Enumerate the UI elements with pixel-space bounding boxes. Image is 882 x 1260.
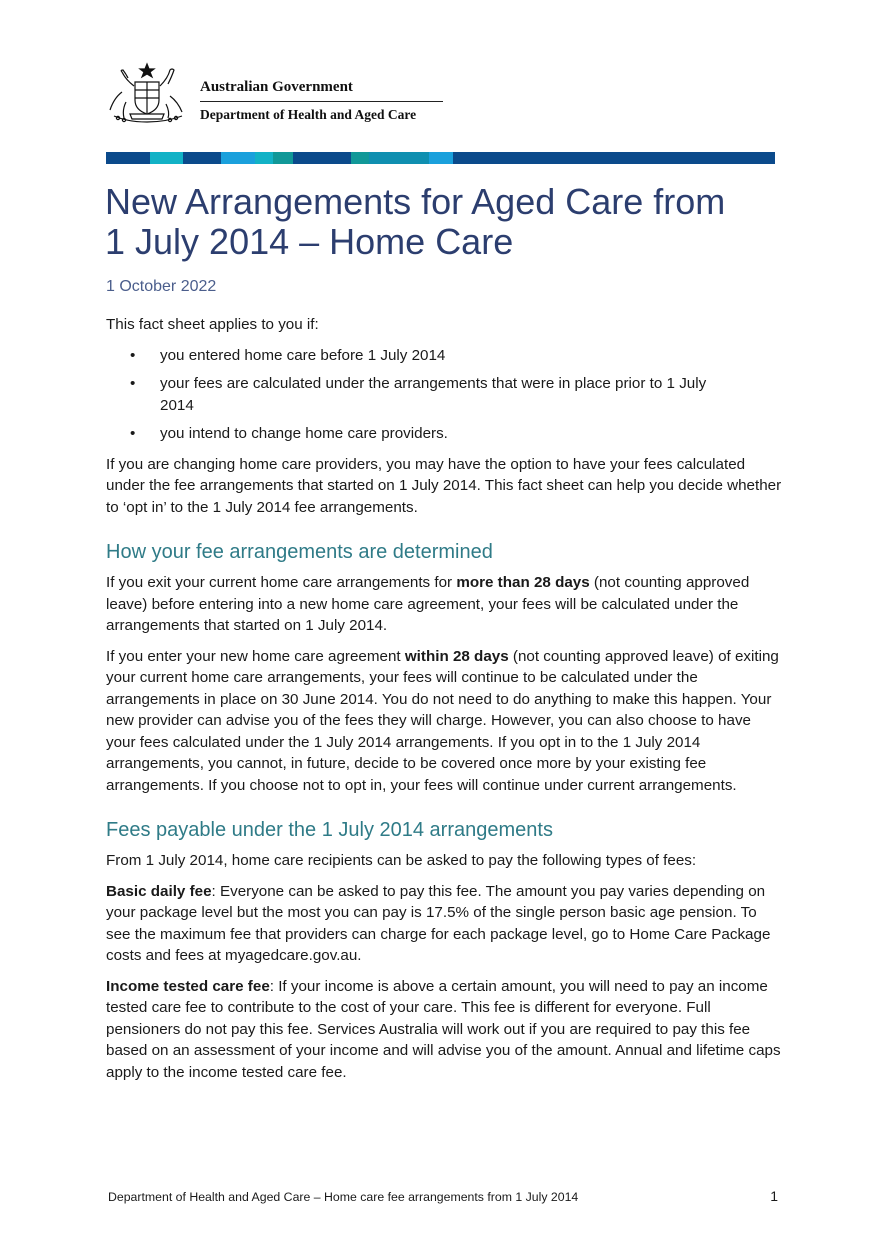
band-segment bbox=[150, 152, 183, 164]
department-name: Department of Health and Aged Care bbox=[200, 107, 417, 122]
band-segment bbox=[273, 152, 293, 164]
band-segment bbox=[221, 152, 255, 164]
government-logo bbox=[104, 62, 444, 128]
list-item-text: you entered home care before 1 July 2014 bbox=[160, 346, 446, 364]
income-tested-fee-paragraph bbox=[106, 976, 782, 1084]
band-segment bbox=[369, 152, 429, 164]
coat-of-arms-icon bbox=[104, 62, 192, 126]
fees-intro-paragraph: From 1 July 2014, home care recipients can be asked to pay the following types of fees: bbox=[106, 852, 697, 869]
band-segment bbox=[351, 152, 369, 164]
footer-text: Department of Health and Aged Care – Home care fee arrangements from 1 July 2014 bbox=[108, 1190, 579, 1204]
band-segment bbox=[106, 152, 150, 164]
emphasis-text: more than 28 days bbox=[456, 574, 590, 591]
paragraph-text: : If your income is above a certain amount, you will need to pay an income tested care fee to contribute to the cost of your care. This fee is different for everyone. Full pensioners do not pay this fee. Services Australia will work out if you are required to pay this fee based on an assessment of your income and will advise you of the amount. Annual and lifetime caps apply to the income tested care fee. bbox=[106, 977, 781, 1081]
paragraph-text: (not counting approved leave) before entering into a new home care agreement, your fees will be calculated under the arrangements that started on 1 July 2014. bbox=[106, 574, 750, 634]
within-28-days-paragraph bbox=[106, 646, 782, 797]
band-segment bbox=[429, 152, 453, 164]
list-item bbox=[106, 423, 782, 445]
bullet-icon: • bbox=[130, 346, 136, 364]
document-body bbox=[106, 314, 782, 1092]
section-heading-fee-arrangements: How your fee arrangements are determined bbox=[106, 541, 493, 563]
bullet-icon: • bbox=[130, 375, 136, 392]
paragraph-text: If you enter your new home care agreement bbox=[106, 647, 405, 665]
list-item bbox=[106, 373, 782, 416]
band-segment bbox=[183, 152, 221, 164]
band-segment bbox=[293, 152, 351, 164]
document-date: 1 October 2022 bbox=[106, 278, 217, 295]
paragraph-text: : Everyone can be asked to pay this fee. The amount you pay varies depending on your package level but the most you can pay is 17.5% of the single person basic age pension. To see the maximum fee that providers can charge for each package level, go to Home Care Package costs and fees at myagedcare.gov.au. bbox=[106, 882, 771, 964]
option-paragraph: If you are changing home care providers, you may have the option to have your fees calculated under the fee arrangements that started on 1 July 2014. This fact sheet can help you decide whether to ‘opt in’ to the 1 July 2014 fee arrangements. bbox=[106, 455, 782, 516]
government-name: Australian Government bbox=[200, 79, 353, 95]
term-label: Basic daily fee bbox=[106, 882, 212, 900]
list-item-text: you intend to change home care providers. bbox=[160, 425, 448, 442]
logo-divider bbox=[200, 101, 443, 102]
list-item bbox=[106, 345, 782, 367]
band-segment bbox=[453, 152, 775, 164]
paragraph-text: (not counting approved leave) of exiting your current home care arrangements, your fees will continue to be calculated under the arrangements in place on 30 June 2014. You do not need to do anything to make this happen. Your new provider can advise you of the fees they will charge. However, you can also choose to have your fees calculated under the 1 July 2014 arrangements. If you opt in to the 1 July 2014 arrangements, you cannot, in future, decide to be covered once more by your existing fee arrangements. If you choose not to opt in, your fees will continue under current arrangements. bbox=[106, 647, 779, 794]
basic-daily-fee-paragraph bbox=[106, 881, 782, 967]
title-line-1: New Arrangements for Aged Care from bbox=[105, 181, 726, 222]
bullet-icon: • bbox=[130, 425, 136, 442]
section-heading-fees-payable: Fees payable under the 1 July 2014 arrangements bbox=[106, 819, 553, 841]
intro-paragraph: This fact sheet applies to you if: bbox=[106, 316, 319, 333]
term-label: Income tested care fee bbox=[106, 977, 270, 995]
exit-more-than-28-days-paragraph bbox=[106, 572, 782, 637]
page-footer bbox=[108, 1190, 778, 1204]
list-item-text: your fees are calculated under the arrangements that were in place prior to 1 July 2014 bbox=[160, 375, 707, 414]
applicability-list bbox=[106, 345, 782, 445]
title-line-2: 1 July 2014 – Home Care bbox=[105, 221, 514, 262]
colour-band bbox=[106, 152, 775, 164]
page-number: 1 bbox=[770, 1188, 778, 1204]
document-title bbox=[105, 182, 805, 262]
emphasis-text: within 28 days bbox=[404, 647, 509, 665]
band-segment bbox=[255, 152, 273, 164]
paragraph-text: If you exit your current home care arrangements for bbox=[106, 574, 457, 591]
